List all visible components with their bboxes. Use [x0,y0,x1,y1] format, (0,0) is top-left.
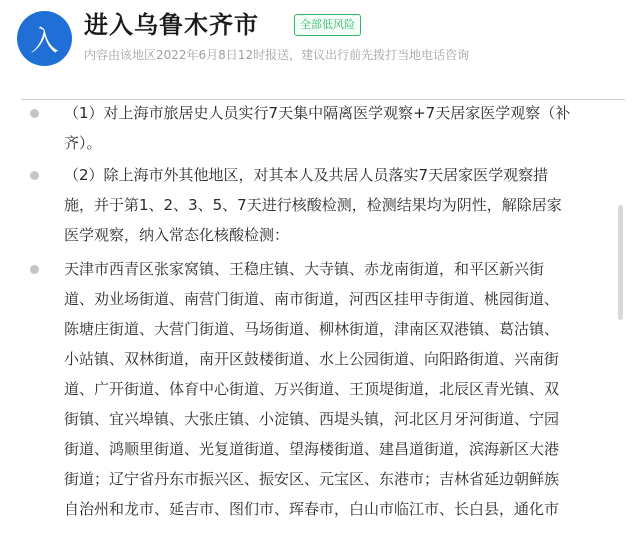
policy-line: 街镇、宜兴埠镇、大张庄镇、小淀镇、西堤头镇，河北区月牙河街道、宁园 [64,410,560,428]
header [0,0,641,80]
policy-line: （1）对上海市旅居史人员实行7天集中隔离医学观察+7天居家医学观察（补 [64,104,571,122]
bullet-dot-icon [30,171,39,180]
scrollbar-thumb[interactable] [618,205,623,320]
policy-line: 小站镇、双林街道，南开区鼓楼街道、水上公园街道、向阳路街道、兴南街 [64,350,560,368]
policy-line: 陈塘庄街道、大营门街道、马场街道、柳林街道，津南区双港镇、葛沽镇、 [64,320,560,338]
risk-status-badge: 全部低风险 [294,14,361,36]
policy-line: 道、劝业场街道、南营门街道、南市街道，河西区挂甲寺街道、桃园街道、 [64,290,560,308]
bullet-dot-icon [30,265,39,274]
bullet-dot-icon [30,109,39,118]
entry-icon: 入 [17,11,72,66]
policy-line: 医学观察，纳入常态化核酸检测： [64,226,290,244]
policy-line: 街道、鸿顺里街道、光复道街道、望海楼街道、建昌道街道，滨海新区大港 [64,440,560,458]
policy-line: 街道；辽宁省丹东市振兴区、振安区、元宝区、东港市；吉林省延边朝鲜族 [64,470,560,488]
policy-line: 施，并于第1、2、3、5、7天进行核酸检测，检测结果均为阴性，解除居家 [64,196,562,214]
policy-content[interactable] [0,100,641,553]
policy-line: 自治州和龙市、延吉市、图们市、珲春市，白山市临江市、长白县，通化市 [64,500,560,518]
policy-line: 齐）。 [64,134,102,152]
report-info-subtitle: 内容由该地区2022年6月8日12时报送，建议出行前先拨打当地电话咨询 [84,48,470,62]
policy-line: 道、广开街道、体育中心街道、万兴街道、王顶堤街道，北辰区青光镇、双 [64,380,560,398]
policy-line: 天津市西青区张家窝镇、王稳庄镇、大寺镇、赤龙南街道，和平区新兴街 [64,260,545,278]
policy-line: （2）除上海市外其他地区，对其本人及共居人员落实7天居家医学观察措 [64,166,549,184]
page-title: 进入乌鲁木齐市 [84,11,259,39]
